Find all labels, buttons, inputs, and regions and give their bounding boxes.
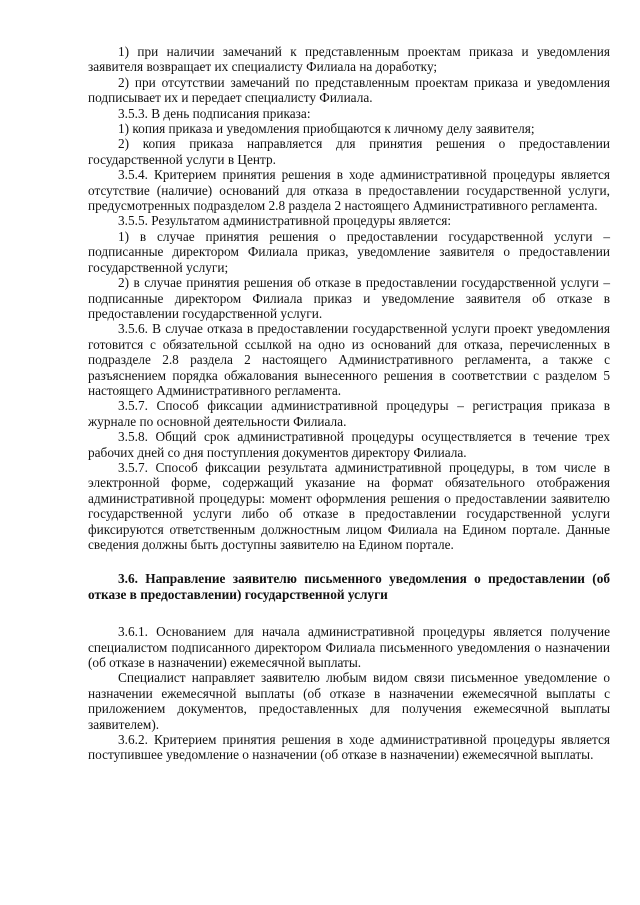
paragraph: Специалист направляет заявителю любым видом связи письменное уведомление о назначении ежемесячной выплаты (об отказе в назначении ежемесячной выплаты с приложением документов, предоставленных для получения ежемесячной выплаты заявителем). — [88, 670, 610, 732]
paragraph: 3.5.6. В случае отказа в предоставлении государственной услуги проект уведомления готовится с обязательной ссылкой на одно из оснований для отказа, перечисленных в подразделе 2.8 раздела 2 настоящего Административного регламента, а также с разъяснением порядка обжалования вынесенного решения в соответствии с разделом 5 настоящего Административного регламента. — [88, 321, 610, 398]
paragraph: 3.5.4. Критерием принятия решения в ходе административной процедуры является отсутствие (наличие) оснований для отказа в предоставлении государственной услуги, предусмотренных подразделом 2.8 раздела 2 настоящего Административного регламента. — [88, 167, 610, 214]
paragraph: 3.5.3. В день подписания приказа: — [118, 105, 311, 121]
paragraph: 3.6.1. Основанием для начала административной процедуры является получение специалистом подписанного директором Филиала письменного уведомления о назначении (об отказе в назначении) ежемесячной выплаты. — [88, 624, 610, 671]
paragraph: 2) при отсутствии замечаний по представленным проектам приказа и уведомления подписывает их и передает специалисту Филиала. — [88, 74, 610, 106]
paragraph: 3.5.8. Общий срок административной процедуры осуществляется в течение трех рабочих дней со дня поступления документов директору Филиала. — [88, 429, 610, 460]
paragraph: 3.5.7. Способ фиксации результата административной процедуры, в том числе в электронной форме, содержащий указание на формат обязательного отображения административной процедуры: момент оформления решения о предоставлении заявителю государственной услуги либо об отказе в предоставлении государственной услуги фиксируются ответственным должностным лицом Филиала на Едином портале. Данные сведения должны быть доступны заявителю на Едином портале. — [88, 459, 610, 552]
section-3-5-continuation — [88, 44, 610, 552]
paragraph: 3.5.5. Результатом административной процедуры является: — [118, 213, 452, 229]
section-heading-3-6: 3.6. Направление заявителю письменного уведомления о предоставлении (об отказе в предоставлении) государственной услуги — [88, 571, 610, 602]
paragraph: 1) при наличии замечаний к представленным проектам приказа и уведомления заявителя возвращает их специалисту Филиала на доработку; — [88, 44, 610, 75]
paragraph: 2) в случае принятия решения об отказе в предоставлении государственной услуги – подписанные директором Филиала приказ и уведомление заявителя об отказе в предоставлении государственной услуги. — [88, 275, 610, 321]
paragraph: 2) копия приказа направляется для принятия решения о предоставлении государственной услуги в Центр. — [88, 136, 610, 167]
paragraph: 3.5.7. Способ фиксации административной процедуры – регистрация приказа в журнале по основной деятельности Филиала. — [88, 398, 610, 429]
paragraph: 3.6.2. Критерием принятия решения в ходе административной процедуры является поступившее уведомление о назначении (об отказе в назначении) ежемесячной выплаты. — [88, 732, 610, 763]
paragraph: 1) в случае принятия решения о предоставлении государственной услуги – подписанные директором Филиала приказ, уведомление заявителя о предоставлении государственной услуги; — [88, 228, 610, 275]
section-3-6-body — [88, 624, 610, 763]
paragraph: 1) копия приказа и уведомления приобщаются к личному делу заявителя; — [118, 121, 535, 137]
